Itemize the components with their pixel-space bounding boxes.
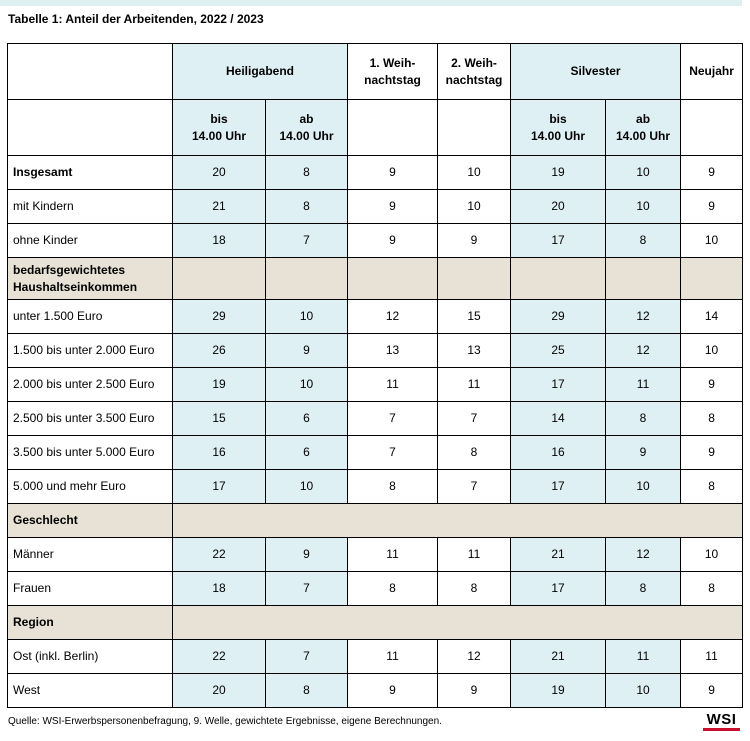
logo-underline [703, 728, 740, 731]
value-cell: 9 [348, 190, 438, 224]
table-row [8, 402, 743, 436]
section-label-region: Region [8, 606, 173, 640]
value-cell: 11 [438, 368, 511, 402]
table-row [8, 156, 743, 190]
empty-cell [681, 100, 743, 156]
value-cell: 13 [348, 334, 438, 368]
weih1-line1: 1. Weih- [369, 55, 416, 70]
row-label: Frauen [8, 572, 173, 606]
value-cell: 20 [511, 190, 606, 224]
value-cell: 19 [511, 674, 606, 708]
value-cell: 8 [606, 402, 681, 436]
value-cell: 10 [438, 156, 511, 190]
col-heiligabend-bis [173, 100, 266, 156]
value-cell: 9 [348, 156, 438, 190]
value-cell: 9 [348, 674, 438, 708]
value-cell: 12 [348, 300, 438, 334]
value-cell: 16 [173, 436, 266, 470]
table-row [8, 640, 743, 674]
col-neujahr: Neujahr [681, 44, 743, 100]
value-cell: 20 [173, 674, 266, 708]
value-cell: 11 [681, 640, 743, 674]
einkommen-line2: Haushaltseinkommen [13, 279, 138, 294]
value-cell: 10 [681, 538, 743, 572]
value-cell: 9 [348, 224, 438, 258]
value-cell: 25 [511, 334, 606, 368]
value-cell: 11 [606, 640, 681, 674]
value-cell: 21 [511, 640, 606, 674]
value-cell: 6 [266, 402, 348, 436]
top-accent-bar [0, 0, 742, 6]
value-cell: 21 [511, 538, 606, 572]
section-row-einkommen [8, 258, 743, 300]
table-row [8, 572, 743, 606]
value-cell: 8 [348, 572, 438, 606]
value-cell: 14 [511, 402, 606, 436]
section-fill [173, 606, 743, 640]
bis-line2: 14.00 Uhr [191, 128, 247, 143]
row-label: 1.500 bis unter 2.000 Euro [8, 334, 173, 368]
value-cell: 17 [511, 368, 606, 402]
col-weih1 [348, 44, 438, 100]
value-cell: 17 [511, 572, 606, 606]
value-cell: 7 [348, 436, 438, 470]
table-row [8, 436, 743, 470]
value-cell: 7 [348, 402, 438, 436]
source-note: Quelle: WSI-Erwerbspersonenbefragung, 9. Welle, gewichtete Ergebnisse, eigene Berechnungen. [8, 716, 442, 727]
table-title: Tabelle 1: Anteil der Arbeitenden, 2022 / 2023 [8, 12, 264, 26]
section-label-einkommen [8, 258, 173, 300]
header-row-1 [8, 44, 743, 100]
value-cell: 10 [266, 470, 348, 504]
row-label: Ost (inkl. Berlin) [8, 640, 173, 674]
table-row [8, 470, 743, 504]
weih2-line2: nachtstag [445, 72, 503, 87]
row-label: unter 1.500 Euro [8, 300, 173, 334]
value-cell: 12 [438, 640, 511, 674]
table-row [8, 190, 743, 224]
value-cell: 9 [681, 436, 743, 470]
value-cell: 19 [173, 368, 266, 402]
value-cell: 8 [266, 156, 348, 190]
value-cell: 10 [681, 224, 743, 258]
value-cell: 9 [681, 368, 743, 402]
section-cell [173, 258, 266, 300]
bis-line1: bis [210, 111, 228, 126]
value-cell: 11 [348, 538, 438, 572]
weih1-line2: nachtstag [364, 72, 421, 87]
value-cell: 21 [173, 190, 266, 224]
table-row [8, 368, 743, 402]
value-cell: 8 [438, 572, 511, 606]
value-cell: 9 [681, 156, 743, 190]
col-silvester-bis [511, 100, 606, 156]
table-row [8, 300, 743, 334]
value-cell: 13 [438, 334, 511, 368]
row-label: Insgesamt [8, 156, 173, 190]
section-cell [681, 258, 743, 300]
value-cell: 19 [511, 156, 606, 190]
value-cell: 7 [266, 640, 348, 674]
value-cell: 16 [511, 436, 606, 470]
header-row-2 [8, 100, 743, 156]
value-cell: 10 [266, 300, 348, 334]
value-cell: 8 [606, 224, 681, 258]
value-cell: 8 [266, 190, 348, 224]
value-cell: 22 [173, 538, 266, 572]
value-cell: 9 [681, 190, 743, 224]
table-row [8, 674, 743, 708]
value-cell: 18 [173, 572, 266, 606]
value-cell: 14 [681, 300, 743, 334]
table-row [8, 334, 743, 368]
col-heiligabend: Heiligabend [173, 44, 348, 100]
value-cell: 11 [606, 368, 681, 402]
row-label: ohne Kinder [8, 224, 173, 258]
logo-text: WSI [706, 711, 737, 728]
corner-cell-2 [8, 100, 173, 156]
value-cell: 12 [606, 300, 681, 334]
value-cell: 8 [606, 572, 681, 606]
value-cell: 8 [348, 470, 438, 504]
value-cell: 29 [511, 300, 606, 334]
value-cell: 29 [173, 300, 266, 334]
einkommen-line1: bedarfsgewichtetes [13, 262, 126, 277]
value-cell: 11 [438, 538, 511, 572]
section-fill [173, 504, 743, 538]
value-cell: 26 [173, 334, 266, 368]
value-cell: 7 [438, 470, 511, 504]
value-cell: 8 [681, 572, 743, 606]
value-cell: 8 [438, 436, 511, 470]
value-cell: 8 [681, 470, 743, 504]
value-cell: 9 [266, 538, 348, 572]
row-label: Männer [8, 538, 173, 572]
value-cell: 9 [681, 674, 743, 708]
value-cell: 9 [438, 224, 511, 258]
value-cell: 12 [606, 334, 681, 368]
data-table [7, 43, 743, 708]
bis-line1: bis [549, 111, 567, 126]
weih2-line1: 2. Weih- [451, 55, 497, 70]
col-heiligabend-ab [266, 100, 348, 156]
section-row-geschlecht [8, 504, 743, 538]
ab-line2: 14.00 Uhr [279, 128, 334, 143]
col-silvester: Silvester [511, 44, 681, 100]
section-cell [511, 258, 606, 300]
value-cell: 18 [173, 224, 266, 258]
row-label: 2.500 bis unter 3.500 Euro [8, 402, 173, 436]
row-label: 5.000 und mehr Euro [8, 470, 173, 504]
empty-cell [348, 100, 438, 156]
ab-line1: ab [636, 111, 651, 126]
section-cell [438, 258, 511, 300]
row-label: mit Kindern [8, 190, 173, 224]
value-cell: 11 [348, 368, 438, 402]
table-row [8, 224, 743, 258]
value-cell: 9 [266, 334, 348, 368]
ab-line2: 14.00 Uhr [616, 128, 671, 143]
value-cell: 7 [266, 224, 348, 258]
value-cell: 6 [266, 436, 348, 470]
value-cell: 7 [438, 402, 511, 436]
col-silvester-ab [606, 100, 681, 156]
value-cell: 15 [173, 402, 266, 436]
section-cell [606, 258, 681, 300]
value-cell: 17 [173, 470, 266, 504]
value-cell: 10 [606, 470, 681, 504]
value-cell: 9 [606, 436, 681, 470]
table-row [8, 538, 743, 572]
col-weih2 [438, 44, 511, 100]
value-cell: 17 [511, 470, 606, 504]
value-cell: 10 [606, 674, 681, 708]
value-cell: 7 [266, 572, 348, 606]
bis-line2: 14.00 Uhr [531, 128, 586, 143]
row-label: 2.000 bis unter 2.500 Euro [8, 368, 173, 402]
value-cell: 12 [606, 538, 681, 572]
value-cell: 11 [348, 640, 438, 674]
section-cell [348, 258, 438, 300]
row-label: West [8, 674, 173, 708]
ab-line1: ab [299, 111, 314, 126]
value-cell: 8 [681, 402, 743, 436]
value-cell: 10 [606, 156, 681, 190]
value-cell: 10 [438, 190, 511, 224]
value-cell: 15 [438, 300, 511, 334]
value-cell: 20 [173, 156, 266, 190]
value-cell: 10 [681, 334, 743, 368]
empty-cell [438, 100, 511, 156]
corner-cell [8, 44, 173, 100]
value-cell: 17 [511, 224, 606, 258]
section-label-geschlecht: Geschlecht [8, 504, 173, 538]
wsi-logo [703, 712, 740, 731]
value-cell: 10 [606, 190, 681, 224]
value-cell: 8 [266, 674, 348, 708]
value-cell: 22 [173, 640, 266, 674]
value-cell: 10 [266, 368, 348, 402]
row-label: 3.500 bis unter 5.000 Euro [8, 436, 173, 470]
section-cell [266, 258, 348, 300]
value-cell: 9 [438, 674, 511, 708]
section-row-region [8, 606, 743, 640]
